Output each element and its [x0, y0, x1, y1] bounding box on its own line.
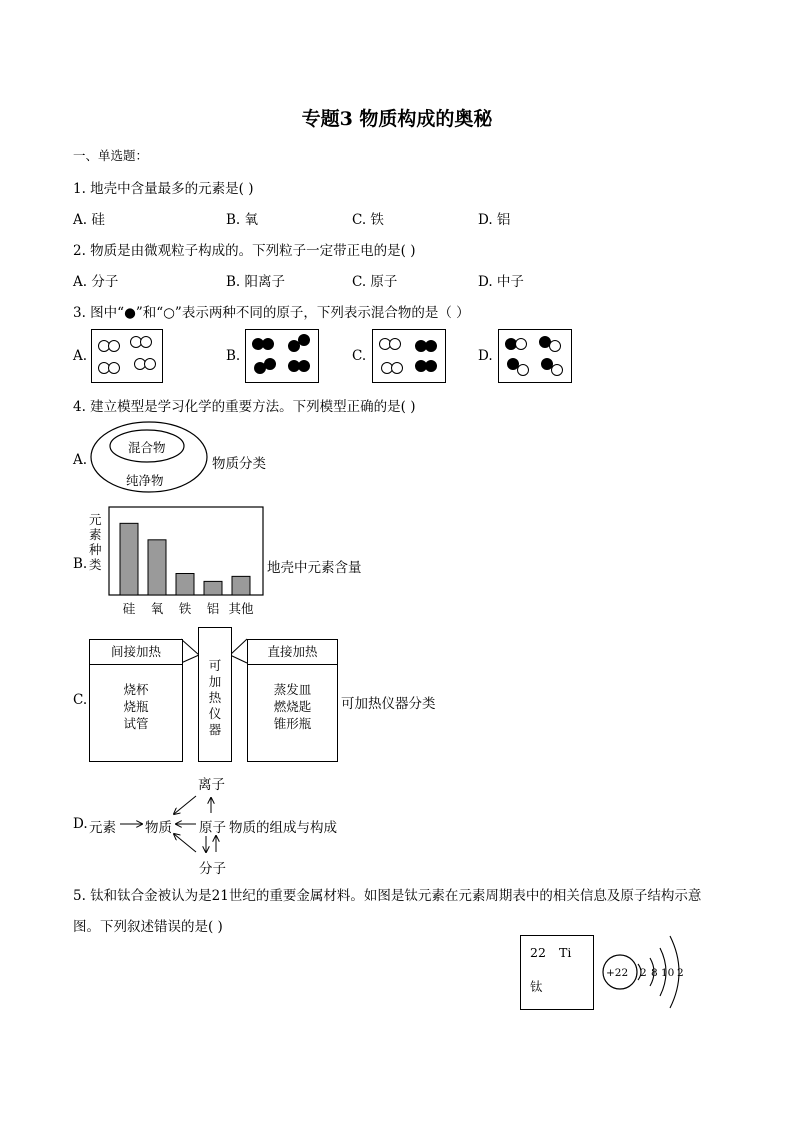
- q4-c-right-item: 燃烧匙: [273, 699, 312, 714]
- q4-c-left-header: 间接加热: [90, 640, 182, 665]
- element-name: 钛: [530, 979, 543, 994]
- q4-option-d-label[interactable]: D.: [73, 816, 88, 832]
- q4-a-inner-label: 混合物: [128, 440, 166, 455]
- q4-c-left-item: 烧杯: [123, 682, 149, 697]
- q4-d-caption: 物质的组成与构成: [229, 820, 337, 836]
- tick-label-铝: 铝: [206, 601, 220, 616]
- q4-c-right-item: 蒸发皿: [273, 682, 312, 697]
- black-atom: [262, 338, 274, 350]
- q4-option-b-chart[interactable]: [108, 506, 266, 620]
- q2-stem: 2. 物质是由微观粒子构成的。下列粒子一定带正电的是( ): [73, 243, 416, 259]
- q4-a-caption: 物质分类: [212, 456, 266, 472]
- white-atom: [391, 362, 403, 374]
- q4-d-substance: 物质: [145, 820, 172, 836]
- white-atom: [549, 340, 561, 352]
- white-atom: [551, 364, 563, 376]
- q3-option-a-label[interactable]: A.: [73, 348, 88, 364]
- q4-d-molecule: 分子: [199, 861, 226, 877]
- page-title: 专题3 物质构成的奥秘: [301, 108, 493, 130]
- black-atom: [264, 358, 276, 370]
- tick-label-铁: 铁: [178, 601, 192, 616]
- q4-b-caption: 地壳中元素含量: [267, 560, 362, 576]
- white-atom: [108, 340, 120, 352]
- q4-a-outer-label: 纯净物: [126, 473, 164, 488]
- white-atom: [517, 364, 529, 376]
- bar-氧: [148, 540, 166, 595]
- q2-option-c[interactable]: C. 原子: [352, 274, 398, 290]
- shell-electrons: 8: [651, 967, 658, 979]
- q1-option-a[interactable]: A. 硅: [73, 212, 105, 228]
- q4-stem: 4. 建立模型是学习化学的重要方法。下列模型正确的是( ): [73, 399, 416, 415]
- q4-c-caption: 可加热仪器分类: [341, 696, 436, 712]
- q4-d-element: 元素: [89, 820, 116, 836]
- q4-option-a-label[interactable]: A.: [73, 452, 88, 468]
- q3-option-a-diagram[interactable]: [91, 329, 163, 383]
- white-atom: [515, 338, 527, 350]
- q4-d-ion: 离子: [198, 777, 225, 793]
- q4-c-center-char: 加: [208, 674, 222, 689]
- atomic-number: 22: [530, 945, 546, 960]
- q3-stem: 3. 图中“●”和“○”表示两种不同的原子，下列表示混合物的是（ ）: [73, 305, 470, 321]
- q3-option-d-label[interactable]: D.: [478, 348, 493, 364]
- q1-option-c[interactable]: C. 铁: [352, 212, 384, 228]
- q4-d-arrows: [110, 784, 220, 864]
- q3-option-d-diagram[interactable]: [498, 329, 572, 383]
- q4-c-left-item: 烧瓶: [123, 699, 149, 714]
- bar-其他: [232, 576, 250, 595]
- black-atom: [425, 340, 437, 352]
- bar-铝: [204, 581, 222, 595]
- q4-c-center-char: 热: [208, 690, 222, 705]
- tick-label-其他: 其他: [228, 601, 254, 616]
- q4-c-right-box: [247, 639, 338, 762]
- bar-铁: [176, 574, 194, 596]
- black-atom: [425, 360, 437, 372]
- shell-electrons: 2: [677, 967, 684, 979]
- q4-option-c-label[interactable]: C.: [73, 692, 88, 708]
- q2-option-b[interactable]: B. 阳离子: [226, 274, 286, 290]
- q4-d-atom: 原子: [199, 820, 226, 836]
- arrow-molecule-to-substance: [174, 834, 196, 852]
- q3-option-c-label[interactable]: C.: [352, 348, 367, 364]
- q3-option-c-diagram[interactable]: [372, 329, 446, 383]
- q5-stem-line2: 图。下列叙述错误的是( ): [73, 919, 223, 935]
- shell-electrons: 2: [640, 967, 647, 979]
- q4-c-right-header: 直接加热: [248, 640, 337, 665]
- q1-option-d[interactable]: D. 铝: [478, 212, 511, 228]
- element-symbol: Ti: [559, 945, 572, 960]
- q5-stem-line1: 5. 钛和钛合金被认为是21世纪的重要金属材料。如图是钛元素在元素周期表中的相关信息及原子结构示意: [73, 888, 702, 904]
- section-heading: 一、单选题：: [73, 148, 149, 163]
- q4-c-left-box: [89, 639, 183, 762]
- tick-label-氧: 氧: [150, 601, 164, 616]
- q1-option-b[interactable]: B. 氧: [226, 212, 259, 228]
- q2-option-d[interactable]: D. 中子: [478, 274, 524, 290]
- shell-electrons: 10: [661, 967, 675, 979]
- black-atom: [298, 334, 310, 346]
- arrow-ion-to-substance: [174, 796, 196, 814]
- q4-c-right-item: 锥形瓶: [273, 716, 312, 731]
- white-atom: [144, 358, 156, 370]
- q4-c-center-char: 仪: [208, 706, 222, 721]
- q4-c-center-box: [198, 627, 232, 762]
- q3-option-b-label[interactable]: B.: [226, 348, 241, 364]
- white-atom: [140, 336, 152, 348]
- bar-硅: [120, 523, 138, 595]
- q4-c-center-char: 可: [208, 658, 222, 673]
- tick-label-硅: 硅: [122, 601, 136, 616]
- black-atom: [298, 360, 310, 372]
- white-atom: [389, 338, 401, 350]
- periodic-cell: [520, 935, 594, 1010]
- q4-c-center-char: 器: [208, 722, 222, 737]
- q3-option-b-diagram[interactable]: [245, 329, 319, 383]
- white-atom: [108, 362, 120, 374]
- q4-c-left-item: 试管: [123, 716, 149, 731]
- q4-option-b-label[interactable]: B.: [73, 556, 88, 572]
- q2-option-a[interactable]: A. 分子: [73, 274, 119, 290]
- q1-stem: 1. 地壳中含量最多的元素是( ): [73, 181, 254, 197]
- q4-b-ylabel: 元素种类: [89, 512, 102, 572]
- nucleus-charge: +22: [606, 967, 629, 979]
